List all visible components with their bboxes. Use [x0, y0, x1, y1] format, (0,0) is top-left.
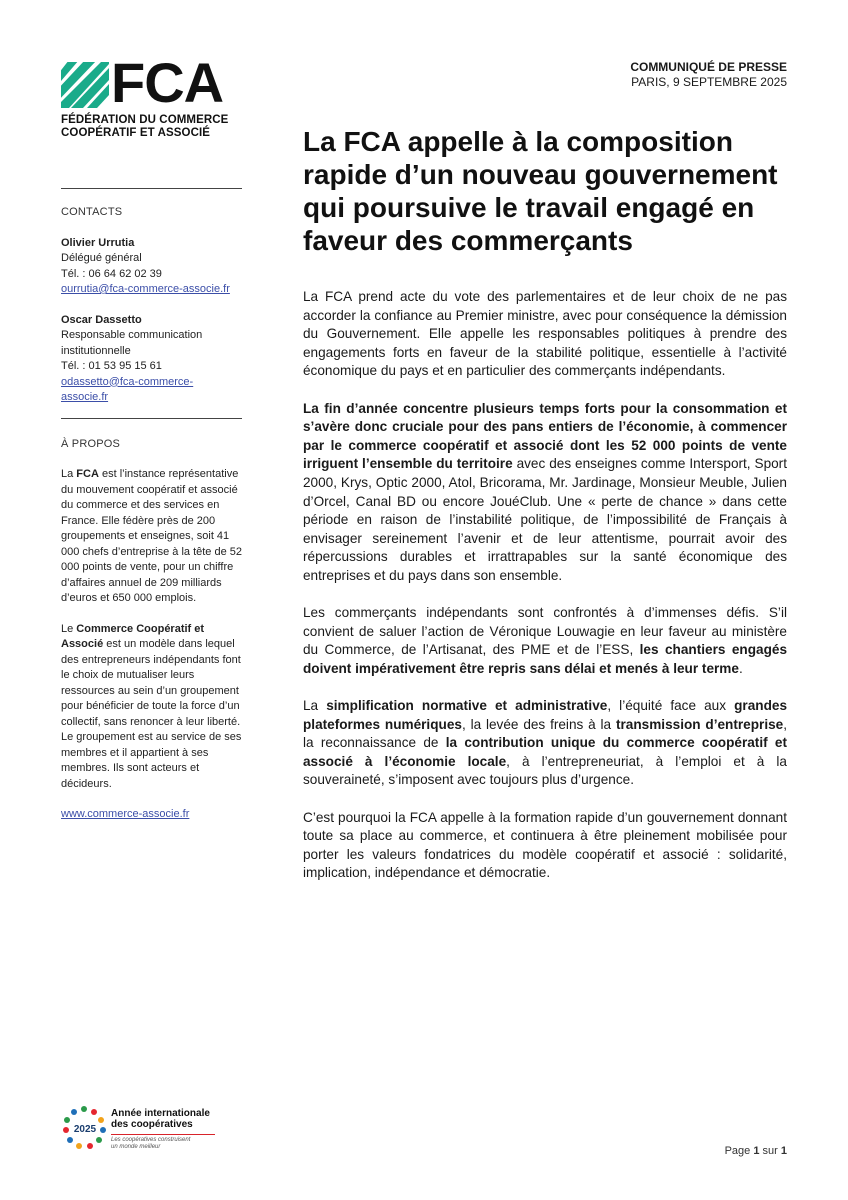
- p3-bold: les chantiers engagés doivent impérativement être repris sans délai et menés à leur terme: [303, 642, 788, 676]
- press-label: COMMUNIQUÉ DE PRESSE: [630, 60, 787, 74]
- p3-end: .: [738, 660, 743, 676]
- logo-subtitle-line2: COOPÉRATIF ET ASSOCIÉ: [61, 127, 211, 139]
- contact-card: [61, 236, 246, 298]
- page-title: La FCA appelle à la composition rapide d’un nouveau gouvernement qui poursuive le travail engagé en faveur des commerçants: [303, 126, 778, 256]
- p2-bold: La fin d’année concentre plusieurs temps forts pour la consommation et s’avère donc cruciale pour des pans entiers de l’économie, à commencer par le commerce coopératif et associé dont les 52 000 points de vente irriguent l’ensemble du territoire: [303, 400, 787, 472]
- contact-email-part1: odassetto@fca-commerce-: [61, 375, 194, 388]
- press-dateline: PARIS, 9 SEPTEMBRE 2025: [631, 75, 787, 89]
- ica-tagline-line1: Les coopératives construisent: [111, 1137, 191, 1143]
- body-paragraph-5: C’est pourquoi la FCA appelle à la formation rapide d’un gouvernement donnant toute sa place au commerce, et continuera à être pleinement mobilisée pour porter les valeurs fondatrices du modèle coopératif et associé : solidarité, implication, indépendance et démocratie.: [303, 809, 787, 881]
- p4-t1: La: [303, 698, 327, 714]
- sidebar: [61, 205, 246, 823]
- logo-subtitle: [61, 114, 228, 140]
- contact-name: Olivier Urrutia: [61, 236, 135, 249]
- ica-tagline: [111, 1137, 190, 1151]
- ica-title: [111, 1108, 210, 1130]
- p4-t4: , la reconnaissance de: [303, 716, 788, 751]
- p3-text: Les commerçants indépendants sont confrontés à d’immenses défis. S’il convient de saluer l’action de Véronique Louwagie en leur faveur au ministère du Commerce, de l’Artisanat, des PME et de l’ESS,: [303, 605, 787, 658]
- contacts-heading: CONTACTS: [61, 206, 123, 218]
- fca-logo-mark-icon: [61, 62, 109, 108]
- ica-tagline-line2: un monde meilleur: [111, 1144, 161, 1150]
- contact-role: Délégué général: [61, 252, 142, 264]
- contact-phone: Tél. : 06 64 62 02 39: [61, 267, 162, 280]
- contact-name: Oscar Dassetto: [61, 313, 142, 326]
- p4-b4: la contribution unique du commerce coopératif et associé à l’économie locale: [303, 735, 787, 769]
- ica-2025-logo: [61, 1105, 221, 1155]
- page-total: 1: [780, 1145, 787, 1157]
- website-link[interactable]: www.commerce-associe.fr: [61, 808, 190, 820]
- page-prefix: Page: [724, 1145, 754, 1157]
- ica-emblem-icon: [61, 1105, 107, 1151]
- about-p2-post: est un modèle dans lequel des entrepreneurs indépendants font le choix de mutualiser leurs ressources au sein d’un groupement pour bénéficier de toute la force d’un collectif, sans renoncer à leur liberté. Le groupement est au service de ses membres et il appartient à ses membres. Ils sont acteurs et décideurs.: [61, 638, 242, 790]
- ica-title-line1: Année internationale: [111, 1108, 210, 1119]
- p4-t5: , à l’entrepreneuriat, à l’emploi et à la souveraineté, s’imposent avec toujours plus d’urgence.: [303, 753, 787, 788]
- body-paragraph-2: [303, 400, 787, 586]
- about-paragraph-model: [61, 622, 246, 793]
- logo-subtitle-line1: FÉDÉRATION DU COMMERCE: [61, 114, 229, 126]
- press-release-body: [303, 288, 787, 902]
- body-paragraph-3: [303, 604, 787, 678]
- p4-b3: transmission d’entreprise: [615, 716, 784, 732]
- fca-logo: [61, 51, 261, 150]
- contact-role: Responsable communication: [61, 329, 203, 341]
- body-paragraph-1: La FCA prend acte du vote des parlementaires et de leur choix de ne pas accorder la confiance au Premier ministre, avec pour conséquence la démission du Gouvernement. Elle appelle les responsables politiques à prendre des engagements forts en faveur de la stabilité politique, essentielle à l’activité économique du pays et en particulier des commerçants indépendants.: [303, 289, 787, 379]
- contact-card: [61, 313, 246, 406]
- press-header: [630, 60, 787, 90]
- ica-title-line2: des coopératives: [111, 1119, 193, 1130]
- contact-role-cont: institutionnelle: [61, 344, 131, 357]
- p4-t2: , l’équité face aux: [607, 698, 735, 714]
- body-paragraph-4: [303, 697, 787, 790]
- logo-acronym: FCA: [111, 51, 224, 114]
- page-number: [725, 1145, 787, 1157]
- page-mid: sur: [759, 1145, 781, 1157]
- contact-email-part2: associe.fr: [61, 391, 109, 403]
- p4-b2: grandes plateformes numériques: [303, 698, 788, 732]
- sidebar-divider-top: [61, 188, 242, 189]
- p4-t3: , la levée des freins à la: [461, 716, 616, 732]
- p4-b1: simplification normative et administrative: [326, 698, 608, 714]
- contact-phone: Tél. : 01 53 95 15 61: [61, 360, 162, 372]
- about-p1-post: est l’instance représentative du mouvement coopératif et associé du commerce et des services en France. Elle fédère près de 200 groupements et enseignes, soit 41 000 chefs d’entreprise à la tête de 52 000 points de vente, pour un chiffre d’affaires annuel de 209 milliards d’euros et 650 000 emplois.: [61, 468, 243, 604]
- about-p1-bold: FCA: [76, 468, 99, 480]
- about-paragraph-fca: [61, 467, 246, 607]
- ica-year: 2025: [73, 1124, 97, 1135]
- ica-divider: [111, 1134, 215, 1135]
- about-p1-pre: La: [61, 468, 77, 480]
- contact-email-link[interactable]: ourrutia@fca-commerce-associe.fr: [61, 283, 230, 295]
- page-current: 1: [753, 1145, 760, 1157]
- about-p2-bold: Commerce Coopératif et Associé: [61, 622, 205, 650]
- about-p2-pre: Le: [61, 622, 77, 635]
- contact-email-link[interactable]: [61, 376, 193, 404]
- about-heading: À PROPOS: [61, 437, 121, 450]
- p2-rest: avec des enseignes comme Intersport, Sport 2000, Krys, Optic 2000, Atol, Bricorama, Mr. Jardinage, Monsieur Meuble, Julien d’Orcel, Canal BD ou encore JouéClub. Une « perte de chance » dans cette période en raison de l’instabilité politique, de l’impossibilité de Français à envisager sereinement l’avenir et de leur attentisme, pourrait avoir des répercussions durables et irrattrapables sur la santé économique des entreprises et du pays dans son ensemble.: [303, 456, 787, 583]
